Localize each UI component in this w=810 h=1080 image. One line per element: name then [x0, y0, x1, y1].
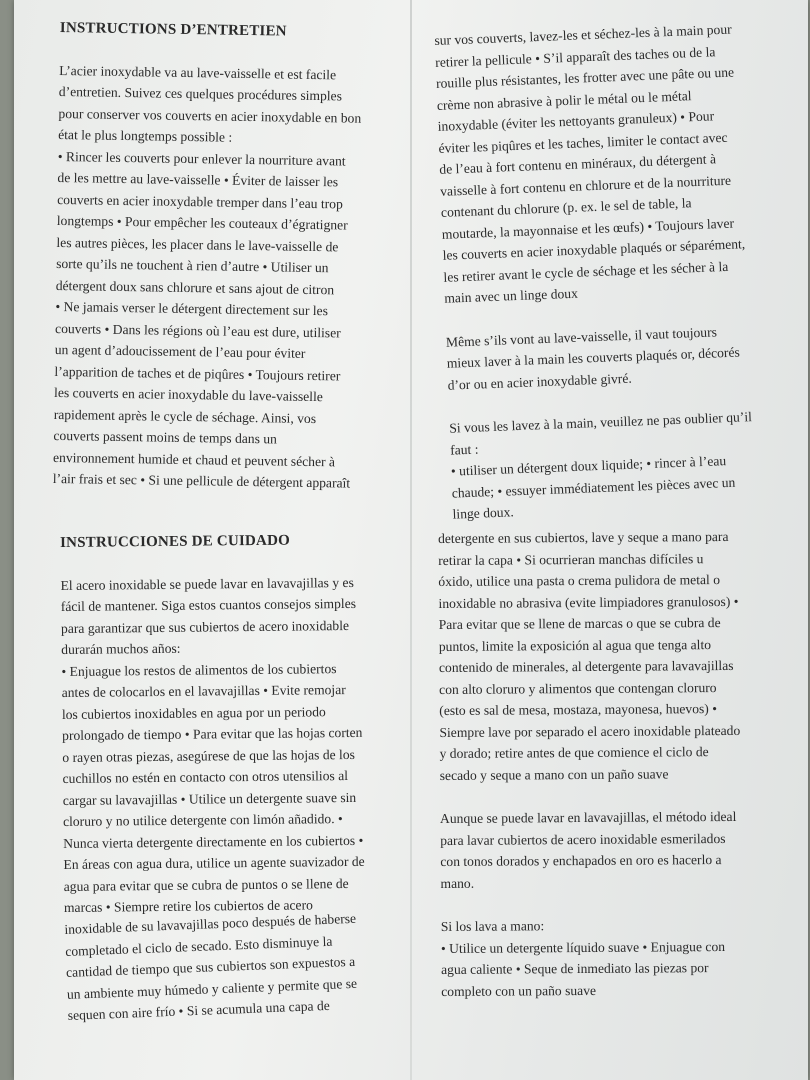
spanish-heading: INSTRUCCIONES DE CUIDADO: [60, 532, 291, 551]
french-handwash-steps: Si vous les lavez à la main, veuillez ne pas oublier qu’il faut : • utiliser un détergent doux liquide; • rincer à l’eau chaude; • essuyer immédiatement les pièces avec un linge doux.: [449, 409, 753, 522]
french-heading: INSTRUCTIONS D’ENTRETIEN: [59, 19, 287, 40]
spanish-continued-text: detergente en sus cubiertos, lave y seque a mano para retirar la capa • Si ocurrieran manchas difíciles u óxido, utilice una pasta o crema pulidora de metal o inoxidable no abrasiva (evite limpiadores granulosos) • Para evitar que se llene de marcas o que se cubra de puntos, limite la exposición al agua que tenga alto contenido de minerales, al detergente para lavavajillas con alto cloruro y alimentos que contengan cloruro (esto es sal de mesa, mostaza, mayonesa, huevos) • Siempre lave por separado el acero inoxidable plateado y dorado; retire antes de que comience el ciclo de secado y seque a mano con un paño suave: [438, 528, 741, 783]
spanish-handwash-steps: Si los lava a mano: • Utilice un detergente líquido suave • Enjuague con agua caliente • Seque de inmediato las piezas por completo con un paño suave: [440, 918, 726, 999]
french-left-column: [53, 18, 400, 495]
spanish-handwash-note: Aunque se puede lavar en lavavajillas, el método ideal para lavar cubiertos de acero inoxidable esmerilados con tonos dorados y enchapados en oro es hacerlo a mano.: [439, 808, 737, 891]
french-right-column: [434, 17, 793, 525]
spanish-intro-text-tail: inoxidable de su lavavajillas poco después de haberse completado el ciclo de secado. Esto disminuye la cantidad de tiempo que sus cubiertos son expuestos a un ambiente muy húmedo y caliente y permite que se sequen con aire frío • Si se acumula una capa de: [64, 910, 358, 1023]
spanish-right-column: [438, 526, 786, 1002]
french-handwash-note: Même s’ils vont au lave-vaisselle, il vaut toujours mieux laver à la main les couverts plaqués or, décorés d’or ou en acier inoxydable givré.: [445, 323, 740, 393]
instruction-sheet: [14, 0, 808, 1080]
french-continued-text: sur vos couverts, lavez-les et séchez-les à la main pour retirer la pellicule • S’il apparaît des taches ou de la rouille plus résistantes, les frotter avec une pâte ou une crème non abrasive à polir le métal ou le métal inoxydable (éviter les nettoyants granuleux) • Pour éviter les piqûres et les taches, limiter le contact avec de l’eau à fort contenu en minéraux, du détergent à vaisselle à fort contenu en chlorure et de la nourriture contenant du chlorure (p. ex. le sel de table, la moutarde, la mayonnaise et les œufs) • Toujours laver les couverts en acier inoxydable plaqués or séparément, les retirer avant le cycle de séchage et les sécher à la main avec un linge doux: [434, 21, 746, 306]
spanish-left-column: [60, 529, 410, 1026]
spanish-intro-text: El acero inoxidable se puede lavar en lavavajillas y es fácil de mantener. Siga estos cuantos consejos simples para garantizar que sus cubiertos de acero inoxidable durarán muchos años: • Enjuague los restos de alimentos de los cubiertos antes de colocarlos en el lavavajillas • Evite remojar los cubiertos inoxidables en agua por un periodo prolongado de tiempo • Para evitar que las hojas corten o rayen otras piezas, asegúrese de que las hojas de los cuchillos no estén en contacto con otros utensilios al cargar su lavavajillas • Utilice un detergente suave sin cloruro y no utilice detergente con limón añadido. • Nunca vierta detergente directamente en los cubiertos • En áreas con agua dura, utilice un agente suavizador de agua para evitar que se cubra de puntos o se llene de marcas • Siempre retire los cubiertos de acero: [60, 574, 365, 915]
french-intro-text: L’acier inoxydable va au lave-vaisselle et est facile d’entretien. Suivez ces quelques procédures simples pour conserver vos couverts en acier inoxydable en bon état le plus longtemps possible : • Rincer les couverts pour enlever la nourriture avant de les mettre au lave-vaisselle • Éviter de laisser les couverts en acier inoxydable tremper dans l’eau trop longtemps • Pour empêcher les couteaux d’égratigner les autres pièces, les placer dans le lave-vaisselle de sorte qu’ils ne touchent à rien d’autre • Utiliser un détergent doux sans chlorure et sans ajout de citron • Ne jamais verser le détergent directement sur les couverts • Dans les régions où l’eau est dure, utiliser un agent d’adoucissement de l’eau pour éviter l’apparition de taches et de piqûres • Toujours retirer les couverts en acier inoxydable du lave-vaisselle rapidement après le cycle de séchage. Ainsi, vos couverts passent moins de temps dans un environnement humide et chaud et peuvent sécher à l’air frais et sec • Si une pellicule de détergent apparaît: [52, 62, 362, 491]
